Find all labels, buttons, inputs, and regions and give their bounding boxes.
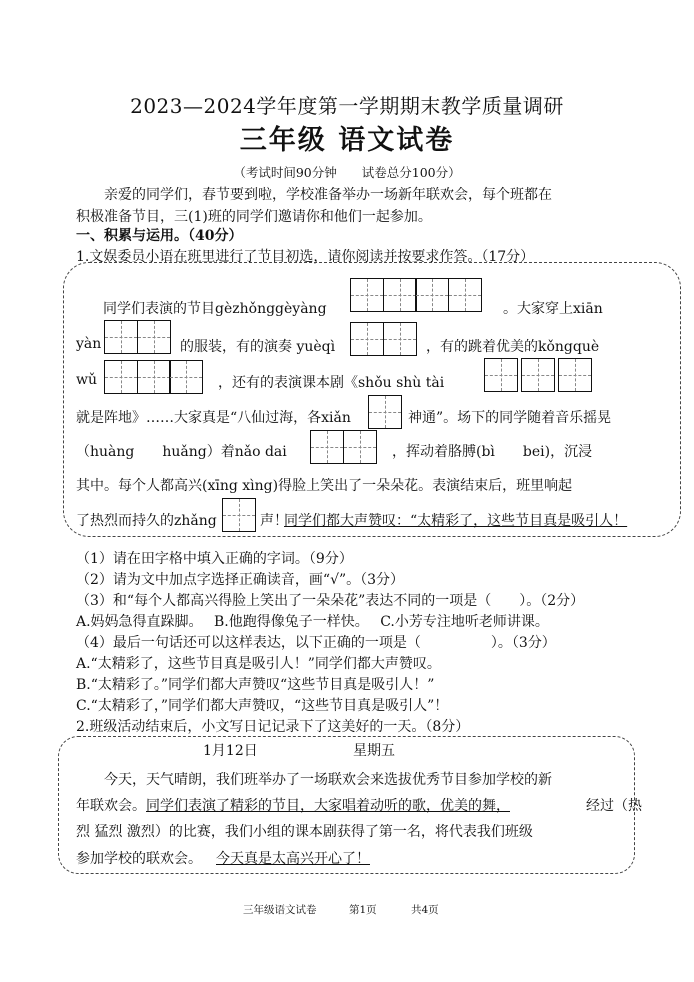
passage-line: 其中。每个人都高兴(xīng xìng)得脸上笑出了一朵朵花。表演结束后，班里响起: [76, 478, 573, 494]
passage-line: 就是阵地》……大家真是“八仙过海，各xiǎn: [76, 410, 351, 426]
question-1: 1.文娱委员小语在班里进行了节目初选，请你阅读并按要求作答。（17分）: [76, 249, 535, 265]
passage-line: 的服装，有的演奏 yuèqì: [180, 339, 336, 355]
option-c: C.“太精彩了，”同学们都大声赞叹，“这些节目真是吸引人”！: [76, 698, 449, 714]
exam-title: 2023—2024学年度第一学期期末教学质量调研: [130, 94, 564, 118]
passage-line: 神通”。场下的同学随着音乐摇晃: [408, 410, 612, 426]
tianzige-cell[interactable]: [104, 320, 138, 354]
tianzige-cell[interactable]: [137, 360, 171, 394]
tianzige-kongquewu[interactable]: [104, 360, 203, 394]
tianzige-cell[interactable]: [222, 498, 256, 532]
diary-line: 年联欢会。: [76, 798, 146, 814]
tianzige-cell[interactable]: [350, 322, 384, 356]
question-1-1: （1）请在田字格中填入正确的字词。（9分）: [76, 551, 353, 567]
section-heading: 一、积累与运用。（40分）: [76, 228, 243, 244]
diary-underlined-sentence: 同学们表演了精彩的节目，大家唱着动听的歌，优美的舞，: [146, 798, 510, 814]
passage-underlined-sentence: 同学们都大声赞叹：“太精彩了，这些节目真是吸引人！: [284, 513, 628, 529]
footer-page: 第1页: [349, 904, 377, 916]
footer-subject: 三年级语文试卷: [243, 904, 317, 916]
tianzige-yueqi[interactable]: [350, 322, 417, 356]
tianzige-cell[interactable]: [368, 395, 402, 429]
question-1-3: （3）和“每个人都高兴得脸上笑出了一朵朵花”表达不同的一项是（ ）。（2分）: [76, 593, 585, 609]
question-1-4: （4）最后一句话还可以这样表达，以下正确的一项是（ ）。（3分）: [76, 635, 556, 651]
exam-info: （考试时间90分钟 试卷总分100分）: [233, 165, 461, 180]
intro-line-1: 亲爱的同学们，春节要到啦，学校准备举办一场新年联欢会，每个班都在: [104, 187, 552, 203]
diary-line: 烈 猛烈 激烈）的比赛，我们小组的课本剧获得了第一名，将代表我们班级: [76, 824, 533, 840]
exam-subtitle: 三年级 语文试卷: [239, 125, 455, 156]
passage-line: 声！: [260, 513, 288, 529]
tianzige-cell[interactable]: [310, 430, 344, 464]
passage-line: （huàng huǎng）着nǎo dai: [76, 444, 287, 460]
tianzige-cell[interactable]: [521, 358, 555, 392]
tianzige-cell[interactable]: [137, 320, 171, 354]
diary-line: 经过（热: [586, 798, 642, 814]
passage-line: ，有的跳着优美的kǒngquè: [426, 339, 600, 355]
diary-line: 今天，天气晴朗，我们班举办了一场联欢会来选拔优秀节目参加学校的新: [104, 772, 552, 788]
passage-line: wǔ: [76, 372, 97, 388]
footer-total: 共4页: [411, 904, 439, 916]
question-1-3-options: A.妈妈急得直跺脚。 B.他跑得像兔子一样快。 C.小芳专注地听老师讲课。: [76, 614, 549, 630]
tianzige-cell[interactable]: [169, 360, 203, 394]
passage-line: 。大家穿上xiān: [503, 301, 603, 317]
tianzige-cell[interactable]: [104, 360, 138, 394]
tianzige-cell[interactable]: [415, 278, 449, 312]
tianzige-cell[interactable]: [484, 358, 518, 392]
tianzige-cell[interactable]: [343, 430, 377, 464]
diary-weekday: 星期五: [353, 743, 395, 759]
passage-line: 同学们表演的节目gèzhǒnggèyàng: [103, 301, 327, 317]
tianzige-cell[interactable]: [558, 358, 592, 392]
tianzige-cell[interactable]: [350, 278, 384, 312]
diary-line: 参加学校的联欢会。: [76, 851, 202, 867]
option-a: A.“太精彩了，这些节目真是吸引人！”同学们都大声赞叹。: [76, 656, 441, 672]
tianzige-xianyan[interactable]: [104, 320, 171, 354]
passage-line: 了热烈而持久的zhǎng: [76, 513, 217, 529]
tianzige-geszhonggeyang[interactable]: [350, 278, 482, 312]
intro-line-2: 积极准备节目，三(1)班的同学们邀请你和他们一起参加。: [76, 209, 432, 225]
passage-line: yàn: [76, 336, 102, 352]
tianzige-cell[interactable]: [383, 322, 417, 356]
passage-line: ，还有的表演课本剧《shǒu shù tài: [218, 375, 445, 391]
tianzige-xian[interactable]: [368, 395, 402, 429]
diary-underlined-sentence: 今天真是太高兴开心了！: [216, 851, 370, 867]
tianzige-cell[interactable]: [383, 278, 417, 312]
tianzige-zhang[interactable]: [222, 498, 256, 532]
tianzige-naodai[interactable]: [310, 430, 377, 464]
tianzige-shoushutai[interactable]: [484, 358, 592, 392]
question-2: 2.班级活动结束后，小文写日记记录下了这美好的一天。（8分）: [76, 719, 470, 735]
option-b: B.“太精彩了。”同学们都大声赞叹“这些节目真是吸引人！”: [76, 677, 435, 693]
passage-line: ，挥动着胳膊(bì bei)，沉浸: [392, 444, 593, 460]
tianzige-cell[interactable]: [448, 278, 482, 312]
question-1-2: （2）请为文中加点字选择正确读音，画“√”。（3分）: [76, 572, 405, 588]
diary-date: 1月12日: [203, 743, 258, 759]
